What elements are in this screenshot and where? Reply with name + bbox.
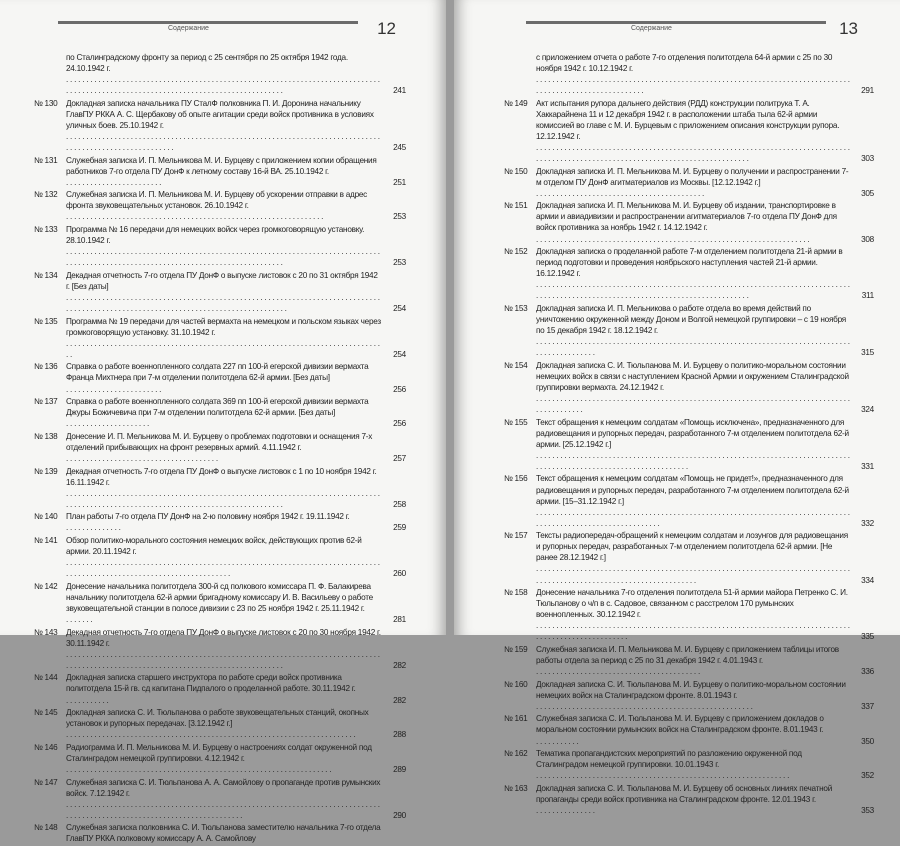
entry-page-number: 305 — [861, 188, 874, 198]
toc-entry — [34, 98, 406, 153]
entry-page-number: 311 — [861, 291, 874, 301]
leader-dots: . . . . . . . . . . . . . . . . . . . . . . . . . . . . . . . . . . . . . . . . . . . . . . . . . . . . . . . . . . . . . . . . . . . . . . . . . . . . . . . . . . . . . . . . . . . . . . . . . . . . . . . . . . . . . . . . . . . . . . . . . . — [66, 799, 380, 820]
leader-dots: . . . . . . . . . . . . . . — [66, 523, 121, 533]
leader-dots: . . . . . . . . . . . . . . . . . . . . . . . . . . . . . . . . . . . . . . . . . . . . . . . . . . . . . . . . . . . . . . . . . . . . . . . . . . . . . . . . . . . . . . . . . . . . . . . . . . . . . . . . . . . . . . . . . . . . . . . . . . . . . . . . . . . . — [66, 247, 380, 268]
entry-number: № 147 — [34, 777, 58, 787]
entry-number: № 130 — [34, 98, 58, 108]
entry-text: Докладная записка И. П. Мельникова М. И. Бурцеву об издании, транспортировке в армии и авиадивизии и распространении агитматериалов 7-го отдела ПУ ДонФ для войск противника за ноябрь 1942 г. 14.12.1942 г.. . . . . . . . . . . . . . . . . . . . . . . . . . . . . . . . . . . . . . . . . . . . . . . . . . . . . . . . . . . . . . . . . . . . — [536, 201, 837, 244]
leader-dots: . . . . . . . . . . . . . . . . . . . . . . . . . . . . . . . . . . . . . . . . . . . . . . . . . . . . . . . . . . . . . . . . . . . . . . . . . . . . . . . . . . . . . . . . . . . . . . . . . . . . . . . . . . . . . — [536, 507, 850, 528]
entry-number: № 144 — [34, 673, 58, 683]
leader-dots: . . . . . . . . . . . . . . . . . . . . . . . . . . . . . . . . . . . . . . — [66, 453, 218, 463]
leader-dots: . . . . . . . . . . . . . . . . . . . . . . . . . . . . . . . . . . . . . . . . . . . . . . . . . . . . . . . . . . . . . . . . . . . . . . . . . . . . . . . . . . . . . . . . . . . . . . . . . . . . . — [536, 621, 850, 642]
entry-number: № 151 — [504, 201, 528, 211]
entry-page-number: 258 — [393, 499, 406, 509]
entry-text: Докладная записка И. П. Мельникова М. И. Бурцеву о получении и распространении 7-м отделом ПУ ДонФ агитматериалов из Москвы. [12.12.1942 г.]. . . . . . . . . . . . . . . . . . . . . . . . . . . . . . . . . . . . . . . . . . — [536, 166, 849, 198]
entry-number: № 153 — [504, 304, 528, 313]
toc-entry — [504, 783, 874, 816]
toc-entry — [34, 822, 406, 844]
entry-text: Тематика пропагандистских мероприятий по разложению окруженной под Сталинградом немецкой группировки. 10.01.1943 г.. . . . . . . . . . . . . . . . . . . . . . . . . . . . . . . . . . . . . . . . . . . . . . . . . . . . . . . . . . . . . . . — [536, 749, 802, 781]
entry-number: № 134 — [34, 270, 58, 280]
entry-number: № 154 — [504, 360, 528, 370]
entry-page-number: 253 — [393, 258, 406, 268]
entry-text: Докладная записка старшего инструктора по работе среди войск противника политотдела 15-й гв. сд капитана Пидпалого о проделанной работе. 30.11.1942 г.. . . . . . . . . . . — [66, 673, 356, 705]
entry-page-number: 256 — [393, 419, 406, 429]
toc-entry — [34, 361, 406, 394]
entry-page-number: 337 — [861, 701, 874, 711]
toc-entry — [504, 200, 874, 244]
entry-page-number: 260 — [393, 569, 406, 579]
entry-text: Донесение начальника 7-го отделения политотдела 51-й армии майора Петренко С. И. Тюльпанову о ч/п в с. Садовое, связанном с расстрелом 170 румынских военнопленных. 30.12.1942 г.. . . . . . . . . . . . . . . . . . . . . . . . . . . . . . . . . . . . . . . . . . . . . . . . . . . . . . . . . . . . . . . . . . . . . . . . . . . . . . . . . . . . . . . . . . . . . . . . . . . . . — [536, 588, 850, 642]
entry-number: № 159 — [504, 644, 528, 654]
entry-page-number: 335 — [861, 632, 874, 642]
toc-entry — [34, 431, 406, 464]
toc-entry — [504, 748, 874, 781]
leader-dots: . . . . . . . . . . . . . . . . . . . . . . . . . . . . . . . . . . . . . . . . . . . . . . . . . . . . . . . . . . . . . . . . . . . . . . . . . . . . . . . . . . . . . . . . . . . . . . . . . . . . . . . . . — [66, 131, 380, 152]
leader-dots: . . . . . . . . . . . . . . . . . . . . . . . . . . . . . . . . . . . . . . . . . . . . . . . . . . . . . . . . . . . . . . . . . . . . . . . . . . . . . . . . — [66, 338, 380, 359]
entry-page-number: 315 — [861, 348, 874, 358]
entry-text: Текст обращения к немецким солдатам «Помощь не придет!», предназначенного для радиовещания и рупорных передач, разработанного 7-м отделением политотдела 62-й армии. [15–31.12.1942 г.]. . . . . . . . . . . . . . . . . . . . . . . . . . . . . . . . . . . . . . . . . . . . . . . . . . . . . . . . . . . . . . . . . . . . . . . . . . . . . . . . . . . . . . . . . . . . . . . . . . . . . . . . . . . . . — [536, 474, 850, 528]
page-number: 13 — [839, 19, 858, 38]
entry-text: Обзор политико-морального состояния немецких войск, действующих против 62-й армии. 20.11.1942 г.. . . . . . . . . . . . . . . . . . . . . . . . . . . . . . . . . . . . . . . . . . . . . . . . . . . . . . . . . . . . . . . . . . . . . . . . . . . . . . . . . . . . . . . . . . . . . . . . . . . . . . . . . . . . . . . . . . . . . . . — [66, 535, 382, 579]
toc-entry — [504, 713, 874, 746]
entry-number: № 143 — [34, 627, 58, 637]
leader-dots: . . . . . . . . . . . . . . . . . . . . . . . . — [66, 177, 162, 187]
leader-dots: . . . . . . . . . . . . . . . . . . . . . . . . . . . . . . . . . . . . . . . . . . . . . . . . . . . . . . . . . . . . . . . . . . — [66, 765, 332, 774]
toc-entry — [504, 246, 874, 301]
page-header — [58, 19, 396, 43]
leader-dots: . . . . . . . . . . . . . . . . . . . . . — [66, 419, 150, 429]
leader-dots: . . . . . . . . . . . . . . . . . . . . . . . . . . . . . . . . . . . . . . . . . — [536, 667, 701, 677]
entry-number: № 142 — [34, 581, 58, 591]
leader-dots: . . . . . . . — [66, 615, 93, 625]
toc-entries — [504, 52, 874, 818]
entry-page-number: 245 — [393, 142, 406, 152]
entry-text: Служебная записка С. И. Тюльпанова А. А. Самойлову о пропаганде против румынских войск. 7.12.1942 г.. . . . . . . . . . . . . . . . . . . . . . . . . . . . . . . . . . . . . . . . . . . . . . . . . . . . . . . . . . . . . . . . . . . . . . . . . . . . . . . . . . . . . . . . . . . . . . . . . . . . . . . . . . . . . . . . . . . . . . . . . . — [66, 777, 381, 820]
entry-text: Донесение начальника политотдела 300-й сд полкового комиссара П. Ф. Балакирева начальнику политотдела 62-й армии бригадному комиссару И. В. Васильеву о работе звуковещательной станции в полосе дивизии с 23 по 25 ноября 1942 г. 25.11.1942 г.. . . . . . . — [66, 581, 373, 625]
entry-page-number: 308 — [861, 234, 874, 244]
toc-entry — [34, 189, 406, 222]
entry-number: № 162 — [504, 749, 528, 759]
entry-page-number: 256 — [393, 384, 406, 394]
leader-dots: . . . . . . . . . . . — [66, 695, 109, 705]
entry-text: Справка о работе военнопленного солдата 227 пп 100-й егерской дивизии вермахта Франца Михтнера при 7-м отделении политотдела 62-й армии. [Без даты]. . . . . . . . . . . . . . . . . . . . . . . . — [66, 362, 369, 394]
entry-text: Докладная записка о проделанной работе 7-м отделением политотдела 21-й армии в период подготовки и проведения ноябрьского наступления частей 21-й армии. 16.12.1942 г.. . . . . . . . . . . . . . . . . . . . . . . . . . . . . . . . . . . . . . . . . . . . . . . . . . . . . . . . . . . . . . . . . . . . . . . . . . . . . . . . . . . . . . . . . . . . . . . . . . . . . . . . . . . . . . . . . . . . . . . . . . . . . . . . . . . — [536, 247, 850, 301]
entry-page-number: 303 — [861, 154, 874, 164]
entry-number: № 138 — [34, 431, 58, 441]
entry-page-number: 251 — [393, 177, 406, 187]
toc-entry — [34, 224, 406, 268]
entry-number: № 136 — [34, 362, 58, 372]
entry-number: № 133 — [34, 225, 58, 235]
entry-number: № 135 — [34, 316, 58, 326]
entry-number: № 140 — [34, 512, 58, 522]
leader-dots: . . . . . . . . . . . . . . . . . . . . . . . . — [66, 384, 162, 394]
entry-page-number: 281 — [393, 615, 406, 625]
entry-text: Докладная записка С. И. Тюльпанова М. И. Бурцеву о политико-моральном состоянии немецких войск на Сталинградском фронте. 8.01.1943 г.. . . . . . . . . . . . . . . . . . . . . . . . . . . . . . . . . . . . . . . . . . . . . . . . . . . . . . — [536, 679, 846, 711]
entry-page-number: 254 — [393, 304, 406, 313]
entry-text: Программа № 16 передачи для немецких войск через громкоговорящую установку. 28.10.1942 г.. . . . . . . . . . . . . . . . . . . . . . . . . . . . . . . . . . . . . . . . . . . . . . . . . . . . . . . . . . . . . . . . . . . . . . . . . . . . . . . . . . . . . . . . . . . . . . . . . . . . . . . . . . . . . . . . . . . . . . . . . . . . . . . . . . . . — [66, 224, 382, 268]
entry-number: № 161 — [504, 714, 528, 724]
entry-text: Акт испытания рупора дальнего действия (РДД) конструкции политрука Т. А. Хаккарайнена 11 и 12 декабря 1942 г. в расположении штаба тыла 62-й армии комиссией во главе с М. И. Бурцевым с приложением описания конструкции рупора. 12.12.1942 г.. . . . . . . . . . . . . . . . . . . . . . . . . . . . . . . . . . . . . . . . . . . . . . . . . . . . . . . . . . . . . . . . . . . . . . . . . . . . . . . . . . . . . . . . . . . . . . . . . . . . . . . . . . . . . . . . . . . . . . . . . . . . . . . . . . . — [536, 98, 850, 164]
entry-number: № 152 — [504, 247, 528, 257]
toc-entry — [504, 360, 874, 415]
leader-dots: . . . . . . . . . . . . . . . . . . . . . . . . . . . . . . . . . . . . . . . . . . . . . . . . . . . . . . . . . . . . . . . . . . . . . . . . . . . . . . . . . . . . . . . . . . . . . . . . . . . . . . . . . . . . . . . . . . . . . . . . . . . . . . . . . . . — [536, 142, 850, 164]
toc-entry — [504, 473, 874, 528]
entry-text: Декадная отчетность 7-го отдела ПУ ДонФ о выпуске листовок с 20 по 30 ноября 1942 г. 30.11.1942 г.. . . . . . . . . . . . . . . . . . . . . . . . . . . . . . . . . . . . . . . . . . . . . . . . . . . . . . . . . . . . . . . . . . . . . . . . . . . . . . . . . . . . . . . . . . . . . . . . . . . . . . . . . . . . . . . . . . . . . . . . . . . . . . . . . . . . — [66, 627, 381, 670]
toc-entry — [34, 511, 406, 533]
entry-text: по Сталинградскому фронту за период с 25 сентября по 25 октября 1942 года. 24.10.1942 г.. . . . . . . . . . . . . . . . . . . . . . . . . . . . . . . . . . . . . . . . . . . . . . . . . . . . . . . . . . . . . . . . . . . . . . . . . . . . . . . . . . . . . . . . . . . . . . . . . . . . . . . . . . . . . . . . . . . . . . . . . . . . . . . . . . . . — [66, 52, 382, 96]
leader-dots: . . . . . . . . . . . . . . . . . . . . . . . . . . . . . . . . . . . . . . . . . . . . . . . . . . . . . . . . . . . . . . . . . . . . . . . . . . . . . . . . . . . . . . . . . . . . . . . . . . . . . . . . . . . . . . . . . . . . — [536, 450, 850, 471]
entry-text: Тексты радиопередач-обращений к немецким солдатам и лозунгов для радиовещания и рупорных передач, разработанных 7-м отделением политотдела 62-й армии. [Не ранее 28.12.1942 г.]. . . . . . . . . . . . . . . . . . . . . . . . . . . . . . . . . . . . . . . . . . . . . . . . . . . . . . . . . . . . . . . . . . . . . . . . . . . . . . . . . . . . . . . . . . . . . . . . . . . . . . . . . . . . . . . . . . . . . . — [536, 531, 850, 585]
entry-number: № 131 — [34, 155, 58, 165]
entry-text: Докладная записка С. И. Тюльпанова М. И. Бурцеву о политико-моральном состоянии немецких войск в связи с наступлением Красной Армии и окружением Сталинградской группировки вермахта. 24.12.1942 г.. . . . . . . . . . . . . . . . . . . . . . . . . . . . . . . . . . . . . . . . . . . . . . . . . . . . . . . . . . . . . . . . . . . . . . . . . . . . . . . . . . . . . . . . . . — [536, 360, 850, 415]
left-page — [0, 0, 446, 844]
entry-number: № 141 — [34, 536, 58, 546]
entry-page-number: 291 — [861, 86, 874, 96]
entry-page-number: 350 — [861, 736, 874, 746]
entry-page-number: 241 — [393, 86, 406, 96]
leader-dots: . . . . . . . . . . . . . . . . . . . . . . . . . . . . . . . . . . . . . . . . . . . . . . . . . . . . . . . . . . . . . . . . . . . . . . . . . . . . . . . . . . . . . . . . . . . . . . . . . . . . . . . . . . . . . . . . . . . . . . . . . . . . . . . . . . . . — [66, 75, 380, 96]
entry-text: Декадная отчетность 7-го отдела ПУ ДонФ о выпуске листовок с 20 по 31 октября 1942 г. [Без даты]. . . . . . . . . . . . . . . . . . . . . . . . . . . . . . . . . . . . . . . . . . . . . . . . . . . . . . . . . . . . . . . . . . . . . . . . . . . . . . . . . . . . . . . . . . . . . . . . . . . . . . . . . . . . . . . . . . . . . . . . . . . . . . . . . . . . . — [66, 270, 382, 314]
entry-text: Радиограмма И. П. Мельникова М. И. Бурцеву о настроениях солдат окруженной под Сталинградом немецкой группировки. 4.12.1942 г.. . . . . . . . . . . . . . . . . . . . . . . . . . . . . . . . . . . . . . . . . . . . . . . . . . . . . . . . . . . . . . . . . . — [66, 742, 372, 774]
right-page — [454, 0, 900, 815]
leader-dots: . . . . . . . . . . . . . . . . . . . . . . . . . . . . . . . . . . . . . . . . . . . . . . . . . . . . . . . . . . . . . . . . . . . . . . . . . . . . . . . . . . . . . . . . . . . . . — [536, 337, 850, 358]
toc-entries — [34, 52, 406, 846]
entry-page-number: 334 — [861, 575, 874, 585]
entry-number: № 137 — [34, 397, 58, 407]
toc-entry — [504, 587, 874, 642]
leader-dots: . . . . . . . . . . . . . . . . . . . . . . . . . . . . . . . . . . . . . . . . . . . . . . . . . . . . . . . . . . . . . . . — [536, 771, 790, 781]
toc-entry — [34, 535, 406, 579]
entry-page-number: 289 — [393, 765, 406, 774]
entry-number: № 139 — [34, 466, 58, 476]
leader-dots: . . . . . . . . . . . — [536, 736, 579, 746]
entry-page-number: 331 — [861, 461, 874, 471]
entry-number: № 158 — [504, 588, 528, 598]
leader-dots: . . . . . . . . . . . . . . . . . . . . . . . . . . . . . . . . . . . . . . . . . . . . . . . . . . . . . . . . . . . . . . . . . . . . . . . . . . . . . . . . . . . . . . . . . . . . . . . . . . . . . . . . . . . . . . . . . . . . . . . . . . . . . . . . . . . . — [66, 649, 380, 670]
leader-dots: . . . . . . . . . . . . . . . . . . . . . . . . . . . . . . . . . . . . . . . . . . . . . . . . . . . . . . . . . . . . . . . . . . . . . . . . . . . . . . . . . . . . . . . . . . . . . . . . . . . . . . . . . . . . . . . . . . . . . . . . . . . . . . . . . . . . — [66, 488, 380, 509]
entry-number: № 146 — [34, 742, 58, 752]
toc-entry — [34, 316, 406, 360]
entry-number: № 132 — [34, 190, 58, 200]
entry-text: с приложением отчета о работе 7-го отделения политотдела 64-й армии с 25 по 30 ноября 1942 г. 10.12.1942 г.. . . . . . . . . . . . . . . . . . . . . . . . . . . . . . . . . . . . . . . . . . . . . . . . . . . . . . . . . . . . . . . . . . . . . . . . . . . . . . . . . . . . . . . . . . . . . . . . . . . . . . . . . — [536, 53, 850, 96]
header-title: Содержание — [168, 25, 209, 32]
toc-entry — [34, 270, 406, 314]
entry-page-number: 290 — [393, 810, 406, 820]
entry-text: Служебная записка И. П. Мельникова М. И. Бурцеву с приложением таблицы итогов работы отдела за период с 25 по 31 декабря 1942 г. 4.01.1943 г.. . . . . . . . . . . . . . . . . . . . . . . . . . . . . . . . . . . . . . . . . — [536, 644, 839, 677]
entry-text: План работы 7-го отдела ПУ ДонФ на 2-ю половину ноября 1942 г. 19.11.1942 г.. . . . . . . . . . . . . . — [66, 512, 350, 533]
toc-entry — [504, 52, 874, 96]
header-rule — [58, 21, 358, 24]
entry-text: Донесение И. П. Мельникова М. И. Бурцеву о проблемах подготовки и оснащения 7-х отделений прибывающих на фронт резервных армий. 4.11.1942 г.. . . . . . . . . . . . . . . . . . . . . . . . . . . . . . . . . . . . . . — [66, 431, 373, 463]
entry-page-number: 254 — [393, 349, 406, 359]
entry-page-number: 282 — [393, 660, 406, 670]
leader-dots: . . . . . . . . . . . . . . . . . . . . . . . . . . . . . . . . . . . . . . . . . . . . . . . . . . . . . . . . . . . . . . . . . . . . . . . . — [66, 730, 356, 740]
entry-page-number: 259 — [393, 523, 406, 533]
entry-number: № 150 — [504, 166, 528, 176]
leader-dots: . . . . . . . . . . . . . . . — [536, 806, 595, 815]
entry-number: № 160 — [504, 679, 528, 689]
page-header — [526, 19, 858, 43]
toc-entry — [504, 679, 874, 712]
toc-entry — [34, 396, 406, 429]
leader-dots: . . . . . . . . . . . . . . . . . . . . . . . . . . . . . . . . . . . . . . . . . . — [536, 188, 705, 198]
toc-entry — [504, 166, 874, 199]
leader-dots: . . . . . . . . . . . . . . . . . . . . . . . . . . . . . . . . . . . . . . . . . . . . . . . . . . . . . . . . . . . . . . . . . . . . . . . . . . . . . . . . . . . . . . . . . . . . . . . . . . . . . . . . . — [536, 75, 850, 96]
leader-dots: . . . . . . . . . . . . . . . . . . . . . . . . . . . . . . . . . . . . . . . . . . . . . . . . . . . . . . . . . . . . . . . . . . . . . . . . . . . . . . . . . . . . . . . . . . — [536, 393, 850, 415]
entry-page-number: 253 — [393, 212, 406, 222]
entry-text: Декадная отчетность 7-го отдела ПУ ДонФ о выпуске листовок с 1 по 10 ноября 1942 г. 16.11.1942 г.. . . . . . . . . . . . . . . . . . . . . . . . . . . . . . . . . . . . . . . . . . . . . . . . . . . . . . . . . . . . . . . . . . . . . . . . . . . . . . . . . . . . . . . . . . . . . . . . . . . . . . . . . . . . . . . . . . . . . . . . . . . . . . . . . . . . — [66, 466, 382, 510]
entry-number: № 155 — [504, 417, 528, 427]
leader-dots: . . . . . . . . . . . . . . . . . . . . . . . . . . . . . . . . . . . . . . . . . . . . . . . . . . . . . . — [536, 701, 753, 711]
entry-page-number: 282 — [393, 695, 406, 705]
toc-entry — [34, 672, 406, 705]
entry-number: № 145 — [34, 708, 58, 718]
entry-text: Служебная записка полковника С. И. Тюльпанова заместителю начальника 7-го отдела ГлавПУ РККА полковому комиссару А. А. Самойлову — [66, 823, 381, 844]
page-number: 12 — [377, 19, 396, 38]
entry-text: Программа № 19 передачи для частей вермахта на немецком и польском языках через громкоговорящую установку. 31.10.1942 г.. . . . . . . . . . . . . . . . . . . . . . . . . . . . . . . . . . . . . . . . . . . . . . . . . . . . . . . . . . . . . . . . . . . . . . . . . . . . . . . . — [66, 316, 381, 359]
entry-page-number: 257 — [393, 453, 406, 463]
entry-number: № 148 — [34, 823, 58, 833]
entry-text: Докладная записка начальника ПУ СталФ полковника П. И. Доронина начальнику ГлавПУ РККА А. С. Щербакову об опыте агитации среди войск противника в условиях уличных боев. 25.10.1942 г.. . . . . . . . . . . . . . . . . . . . . . . . . . . . . . . . . . . . . . . . . . . . . . . . . . . . . . . . . . . . . . . . . . . . . . . . . . . . . . . . . . . . . . . . . . . . . . . . . . . . . . . . . — [66, 98, 382, 153]
toc-entry — [504, 530, 874, 585]
leader-dots: . . . . . . . . . . . . . . . . . . . . . . . . . . . . . . . . . . . . . . . . . . . . . . . . . . . . . . . . . . . . . . . . . . . . . . . . . . . . . . . . . . . . . . . . . . . . . . . . . . . . . . . . . . . . . . . . . . . . . . . . . . . . . . . . . . . . . — [66, 292, 380, 313]
entry-number: № 163 — [504, 783, 528, 793]
leader-dots: . . . . . . . . . . . . . . . . . . . . . . . . . . . . . . . . . . . . . . . . . . . . . . . . . . . . . . . . . . . . . . . . . . . . . . . . . . . . . . . . . . . . . . . . . . . . . . . . . . . . . . . . . . . . . . . . . . . . . . . . . . . . . . . . . . . — [536, 280, 850, 301]
entry-text: Служебная записка С. И. Тюльпанова М. И. Бурцеву с приложением докладов о моральном состоянии румынских войск на Сталинградском фронте. 8.01.1943 г.. . . . . . . . . . . — [536, 714, 824, 746]
toc-entry — [34, 627, 406, 671]
entry-text: Служебная записка И. П. Мельникова М. И. Бурцеву об ускорении отправки в адрес фронта звуковещательных установок. 26.10.1942 г.. . . . . . . . . . . . . . . . . . . . . . . . . . . . . . . . . . . . . . . . . . . . . . . . . . . . . . . . . . . . . . . . — [66, 190, 368, 222]
toc-entry — [504, 417, 874, 472]
header-title: Содержание — [631, 25, 672, 32]
entry-page-number: 352 — [861, 771, 874, 781]
entry-page-number: 336 — [861, 667, 874, 677]
toc-entry — [34, 52, 406, 96]
leader-dots: . . . . . . . . . . . . . . . . . . . . . . . . . . . . . . . . . . . . . . . . . . . . . . . . . . . . . . . . . . . . . . . . . . . . . . . . . . . . . . . . . . . . . . . . . . . . . . . . . . . . . . . . . . . . . . . . . . . . . . . — [66, 558, 380, 579]
toc-entry — [504, 98, 874, 164]
entry-page-number: 332 — [861, 518, 874, 528]
toc-entry — [34, 466, 406, 510]
header-rule — [526, 21, 826, 24]
toc-entry — [504, 644, 874, 677]
leader-dots: . . . . . . . . . . . . . . . . . . . . . . . . . . . . . . . . . . . . . . . . . . . . . . . . . . . . . . . . . . . . . . . . . . . . — [536, 234, 810, 244]
leader-dots: . . . . . . . . . . . . . . . . . . . . . . . . . . . . . . . . . . . . . . . . . . . . . . . . . . . . . . . . . . . . . . . . . . . . . . . . . . . . . . . . . . . . . . . . . . . . . . . . . . . . . . . . . . . . . . . . . . . . . . — [536, 564, 850, 585]
entry-text: Служебная записка И. П. Мельникова М. И. Бурцеву с приложением копии обращения работников 7-го отдела ПУ ДонФ к летному составу 16-й ВА. 25.10.1942 г.. . . . . . . . . . . . . . . . . . . . . . . . — [66, 155, 377, 187]
entry-page-number: 324 — [861, 405, 874, 415]
toc-entry — [34, 581, 406, 625]
entry-text: Справка о работе военнопленного солдата 369 пп 100-й егерской дивизии вермахта Джуры Божичевича при 7-м отделении политотдела 62-й армии. [Без даты]. . . . . . . . . . . . . . . . . . . . . — [66, 397, 369, 429]
toc-entry — [34, 707, 406, 740]
toc-entry — [34, 742, 406, 775]
entry-page-number: 353 — [861, 806, 874, 815]
entry-text: Докладная записка И. П. Мельникова о работе отдела во время действий по уничтожению окруженной между Доном и Волгой немецкой группировки – с 19 ноября по 15 декабря 1942 г. 18.12.1942 г.. . . . . . . . . . . . . . . . . . . . . . . . . . . . . . . . . . . . . . . . . . . . . . . . . . . . . . . . . . . . . . . . . . . . . . . . . . . . . . . . . . . . . . . . . . . . . — [536, 304, 850, 358]
toc-entry — [34, 777, 406, 821]
entry-number: № 156 — [504, 474, 528, 484]
toc-entry — [504, 303, 874, 358]
entry-number: № 149 — [504, 98, 528, 108]
toc-entry — [34, 155, 406, 188]
entry-page-number: 288 — [393, 730, 406, 740]
entry-number: № 157 — [504, 531, 528, 541]
entry-text: Докладная записка С. И. Тюльпанова о работе звуковещательных станций, окопных установок и рупорных передачах. [3.12.1942 г.]. . . . . . . . . . . . . . . . . . . . . . . . . . . . . . . . . . . . . . . . . . . . . . . . . . . . . . . . . . . . . . . . . . . . . . . . — [66, 708, 369, 740]
entry-text: Докладная записка С. И. Тюльпанова М. И. Бурцеву об основных линиях печатной пропаганды среди войск противника на Сталинградском фронте. 12.01.1943 г.. . . . . . . . . . . . . . . — [536, 783, 833, 815]
leader-dots: . . . . . . . . . . . . . . . . . . . . . . . . . . . . . . . . . . . . . . . . . . . . . . . . . . . . . . . . . . . . . . . . — [66, 212, 324, 222]
entry-text: Текст обращения к немецким солдатам «Помощь исключена», предназначенного для радиовещания и рупорных передач, разработанного 7-м отделением политотдела 62-й армии. [25.12.1942 г.]. . . . . . . . . . . . . . . . . . . . . . . . . . . . . . . . . . . . . . . . . . . . . . . . . . . . . . . . . . . . . . . . . . . . . . . . . . . . . . . . . . . . . . . . . . . . . . . . . . . . . . . . . . . . . . . . . . . . — [536, 417, 850, 471]
